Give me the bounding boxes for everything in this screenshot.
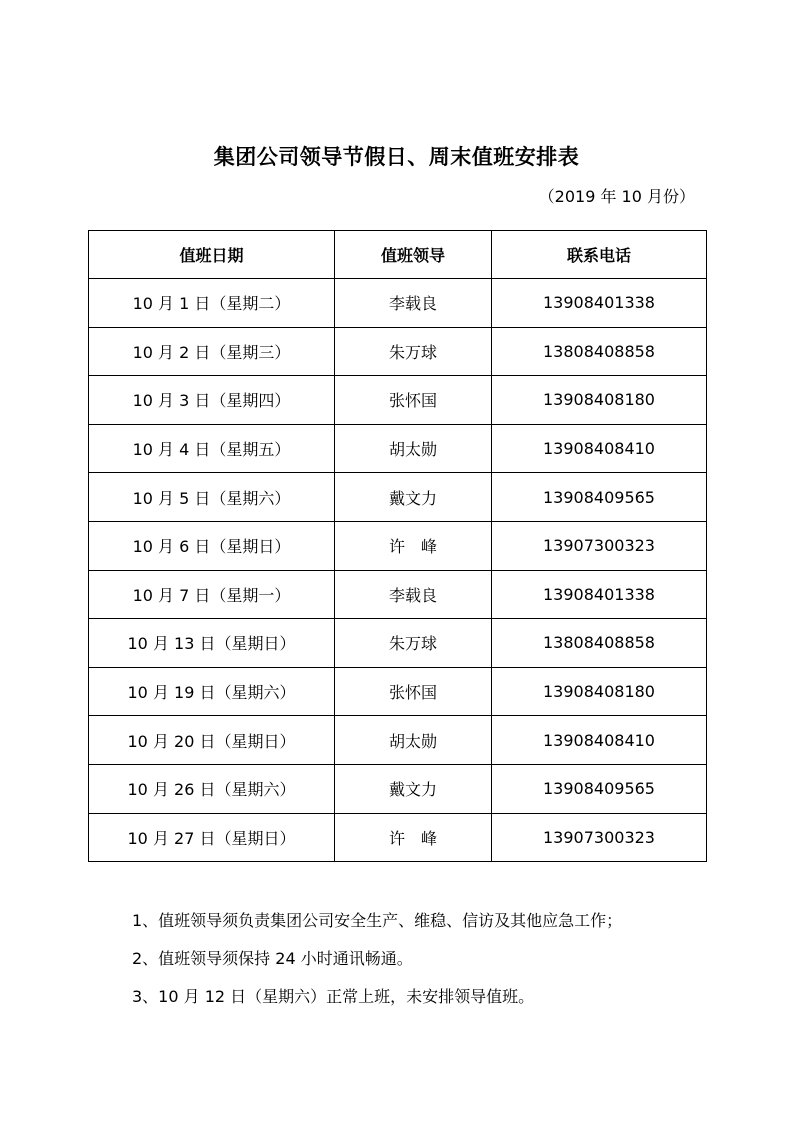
contact-phone-cell: 13908408410 — [492, 716, 707, 765]
duty-date-cell: 10 月 4 日（星期五） — [89, 424, 335, 473]
duty-leader-cell: 朱万球 — [335, 619, 492, 668]
header-duty-date: 值班日期 — [89, 231, 335, 279]
contact-phone-cell: 13808408858 — [492, 327, 707, 376]
duty-date-cell: 10 月 5 日（星期六） — [89, 473, 335, 522]
table-row — [89, 667, 707, 716]
table-row — [89, 376, 707, 425]
duty-leader-cell: 李载良 — [335, 279, 492, 328]
contact-phone-cell: 13908409565 — [492, 764, 707, 813]
table-row — [89, 473, 707, 522]
table-row — [89, 570, 707, 619]
page-subtitle: （2019 年 10 月份） — [538, 187, 695, 206]
table-row — [89, 813, 707, 862]
table-row — [89, 424, 707, 473]
duty-date-cell: 10 月 13 日（星期日） — [89, 619, 335, 668]
notes-section — [132, 906, 752, 1020]
duty-leader-cell: 胡太勋 — [335, 424, 492, 473]
contact-phone-cell: 13908408180 — [492, 376, 707, 425]
table-row — [89, 327, 707, 376]
duty-leader-cell: 张怀国 — [335, 667, 492, 716]
duty-leader-cell: 李载良 — [335, 570, 492, 619]
duty-schedule-table — [88, 230, 707, 862]
contact-phone-cell: 13907300323 — [492, 521, 707, 570]
duty-leader-cell: 许 峰 — [335, 813, 492, 862]
table-row — [89, 521, 707, 570]
contact-phone-cell: 13908408410 — [492, 424, 707, 473]
duty-date-cell: 10 月 2 日（星期三） — [89, 327, 335, 376]
duty-date-cell: 10 月 19 日（星期六） — [89, 667, 335, 716]
duty-leader-cell: 朱万球 — [335, 327, 492, 376]
duty-date-cell: 10 月 7 日（星期一） — [89, 570, 335, 619]
duty-date-cell: 10 月 1 日（星期二） — [89, 279, 335, 328]
table-row — [89, 279, 707, 328]
duty-leader-cell: 胡太勋 — [335, 716, 492, 765]
header-contact-phone: 联系电话 — [492, 231, 707, 279]
table-row — [89, 716, 707, 765]
duty-leader-cell: 戴文力 — [335, 473, 492, 522]
contact-phone-cell: 13908401338 — [492, 570, 707, 619]
contact-phone-cell: 13908409565 — [492, 473, 707, 522]
contact-phone-cell: 13908408180 — [492, 667, 707, 716]
note-item: 3、10 月 12 日（星期六）正常上班，未安排领导值班。 — [132, 987, 535, 1006]
contact-phone-cell: 13907300323 — [492, 813, 707, 862]
duty-date-cell: 10 月 26 日（星期六） — [89, 764, 335, 813]
table-row — [89, 619, 707, 668]
duty-date-cell: 10 月 20 日（星期日） — [89, 716, 335, 765]
contact-phone-cell: 13908401338 — [492, 279, 707, 328]
duty-leader-cell: 张怀国 — [335, 376, 492, 425]
duty-leader-cell: 许 峰 — [335, 521, 492, 570]
table-header-row — [89, 231, 707, 279]
duty-date-cell: 10 月 3 日（星期四） — [89, 376, 335, 425]
contact-phone-cell: 13808408858 — [492, 619, 707, 668]
page-title: 集团公司领导节假日、周末值班安排表 — [213, 145, 580, 169]
note-item: 2、值班领导须保持 24 小时通讯畅通。 — [132, 949, 413, 968]
duty-leader-cell: 戴文力 — [335, 764, 492, 813]
duty-date-cell: 10 月 27 日（星期日） — [89, 813, 335, 862]
table-row — [89, 764, 707, 813]
duty-date-cell: 10 月 6 日（星期日） — [89, 521, 335, 570]
note-item: 1、值班领导须负责集团公司安全生产、维稳、信访及其他应急工作； — [132, 911, 623, 930]
header-duty-leader: 值班领导 — [335, 231, 492, 279]
